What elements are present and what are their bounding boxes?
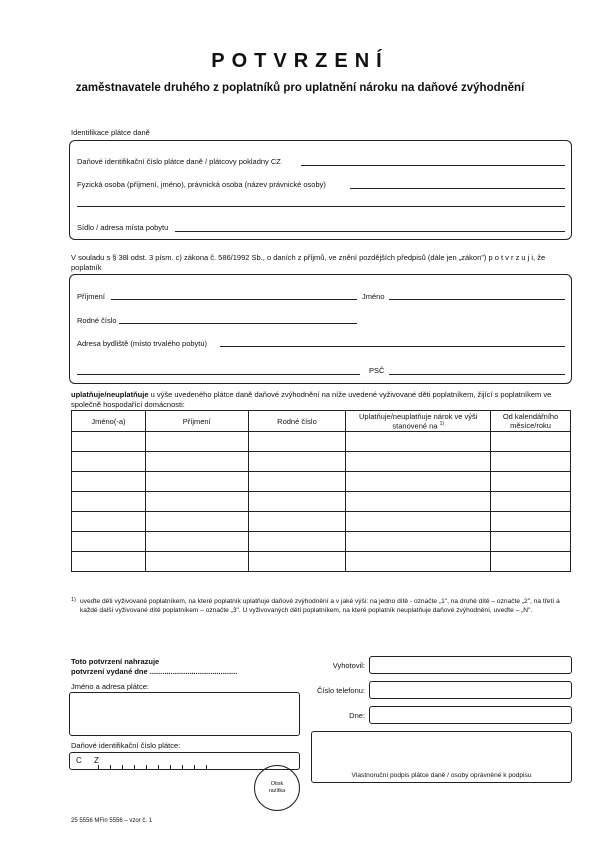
form-title: POTVRZENÍ [211,50,389,72]
children-intro-rest: u výše uvedeného plátce daně daňové zvýhodnění na níže uvedené vyživované děti poplatníkem, žijící s poplatníkem ve společně hospodařící domácnosti: [71,390,552,409]
children-intro [71,390,571,409]
dic-digit-tick [158,765,159,769]
cell-birth-number[interactable] [248,552,346,572]
col-header-first-name: Jméno(-a) [72,411,146,432]
table-row [72,432,571,452]
cell-claim[interactable] [346,492,491,512]
cell-from-month[interactable] [491,552,571,572]
col-header-surname: Příjmení [145,411,248,432]
cell-claim[interactable] [346,472,491,492]
cell-surname[interactable] [145,532,248,552]
issued-by-field[interactable] [369,656,572,674]
payer-dic-bottom-label: Daňové identifikační číslo plátce: [71,741,181,750]
table-row [72,452,571,472]
cell-first-name[interactable] [72,532,146,552]
taxpayer-psc-field[interactable] [389,374,565,375]
dic-digit-tick [194,765,195,769]
cell-first-name[interactable] [72,492,146,512]
cell-birth-number[interactable] [248,492,346,512]
replaces-line1: Toto potvrzení nahrazuje [71,657,160,666]
cell-from-month[interactable] [491,432,571,452]
table-row [72,472,571,492]
footnote-text: uveďte děti vyživované poplatníkem, na které poplatník uplatňuje daňové zvýhodnění a v jaké výši: na jedno dítě - označte „1", na druhé dítě – označte „2", na třetí a každé další vyživované dítě poplatníkem – označte „3". U vyživovaných dětí poplatníkem, na které poplatník neuplatňuje daňové zvýhodnění, uveďte – „N". [80,598,560,614]
taxpayer-name-label: Jméno [362,292,385,301]
cell-from-month[interactable] [491,492,571,512]
signature-field[interactable] [311,731,572,783]
cell-surname[interactable] [145,512,248,532]
table-row [72,512,571,532]
dic-digit-tick [206,765,207,769]
dic-digit-tick [98,765,99,769]
cell-first-name[interactable] [72,472,146,492]
cell-first-name[interactable] [72,432,146,452]
cell-surname[interactable] [145,452,248,472]
payer-person-field-line2[interactable] [77,206,565,207]
form-subtitle: zaměstnavatele druhého z poplatníků pro uplatnění nároku na daňové zvýhodnění [75,82,525,94]
stamp-line1: Otisk [270,781,284,787]
dic-digit-tick [146,765,147,769]
cell-surname[interactable] [145,432,248,452]
cell-birth-number[interactable] [248,472,346,492]
payer-person-label: Fyzická osoba (příjmení, jméno), právnická osoba (název právnické osoby) [77,180,326,189]
taxpayer-address-field-line2[interactable] [77,374,360,375]
children-table-header [72,411,571,432]
children-intro-bold: uplatňuje/neuplatňuje [71,390,149,399]
cell-birth-number[interactable] [248,432,346,452]
table-row [72,492,571,512]
date-label: Dne: [349,711,365,720]
cell-from-month[interactable] [491,472,571,492]
payer-name-address-field[interactable] [69,692,300,736]
cell-first-name[interactable] [72,452,146,472]
cell-from-month[interactable] [491,452,571,472]
dic-digit-tick [182,765,183,769]
replaces-line2: potvrzení vydané dne .......................................... [71,667,238,676]
cell-from-month[interactable] [491,532,571,552]
taxpayer-surname-label: Příjmení [77,292,105,301]
cell-first-name[interactable] [72,552,146,572]
taxpayer-birth-number-field[interactable] [119,323,357,324]
cell-surname[interactable] [145,472,248,492]
col-header-birth-number: Rodné číslo [248,411,346,432]
taxpayer-address-field[interactable] [220,346,565,347]
taxpayer-birth-number-label: Rodné číslo [77,316,117,325]
cell-claim[interactable] [346,452,491,472]
statement-text: V souladu s § 38l odst. 3 písm. c) zákona č. 586/1992 Sb., o daních z příjmů, ve znění pozdějších předpisů (dále jen „zákon") p o t v r z u j i, že poplatník [71,253,546,272]
cell-claim[interactable] [346,532,491,552]
col-header-from-month: Od kalendářního měsíce/roku [491,411,571,432]
cell-from-month[interactable] [491,512,571,532]
col-header-claim-text: Uplatňuje/neuplatňuje nárok ve výši stanovené na [359,411,478,431]
cell-claim[interactable] [346,512,491,532]
cell-surname[interactable] [145,492,248,512]
taxpayer-name-field[interactable] [389,299,565,300]
dic-digit-tick [122,765,123,769]
payer-section-heading: Identifikace plátce daně [71,128,150,137]
table-row [72,532,571,552]
dic-digit-tick [134,765,135,769]
footnote-mark: 1) [71,597,76,603]
stamp-text [255,781,299,795]
children-table [71,410,571,572]
signature-label: Vlastnoruční podpis plátce daně / osoby oprávněné k podpisu [351,772,532,779]
cell-surname[interactable] [145,552,248,572]
taxpayer-psc-label: PSČ [369,366,385,375]
payer-dic-label: Daňové identifikační číslo plátce daně / plátcovy pokladny CZ [77,157,281,166]
cell-first-name[interactable] [72,512,146,532]
dic-prefix: C Z [76,756,104,765]
date-field[interactable] [369,706,572,724]
form-code: 25 5556 MFin 5556 – vzor č. 1 [71,818,153,824]
cell-claim[interactable] [346,432,491,452]
phone-field[interactable] [369,681,572,699]
payer-person-field[interactable] [350,188,565,189]
children-table-body [72,432,571,572]
dic-digit-tick [170,765,171,769]
stamp-line2: razítka [268,788,286,794]
cell-birth-number[interactable] [248,452,346,472]
payer-address-label: Sídlo / adresa místa pobytu [77,223,169,232]
payer-address-field[interactable] [175,231,565,232]
cell-birth-number[interactable] [248,512,346,532]
payer-name-address-label: Jméno a adresa plátce: [71,682,149,691]
taxpayer-address-label: Adresa bydliště (místo trvalého pobytu) [77,339,208,348]
taxpayer-surname-field[interactable] [111,299,357,300]
stamp-circle [254,765,300,811]
col-header-claim-footnote-mark: 1) [439,420,445,427]
cell-claim[interactable] [346,552,491,572]
payer-dic-field[interactable] [301,165,565,166]
dic-digit-tick [110,765,111,769]
col-header-claim [346,411,491,432]
phone-label: Číslo telefonu: [317,686,365,695]
table-row [72,552,571,572]
issued-by-label: Vyhotovil: [332,661,365,670]
taxpayer-section-box [69,274,572,384]
cell-birth-number[interactable] [248,532,346,552]
